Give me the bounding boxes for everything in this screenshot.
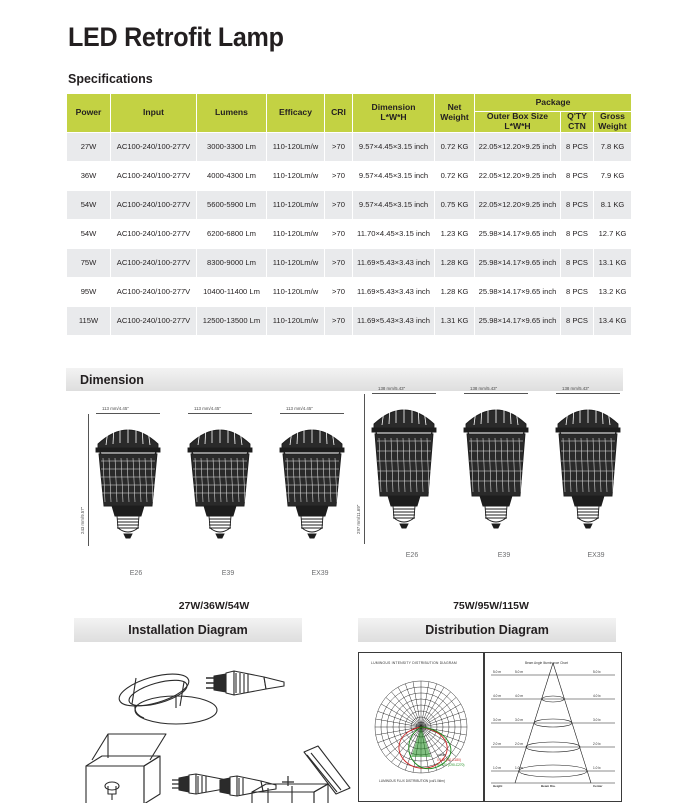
installation-illustration (72, 648, 358, 803)
cell-lumens: 6200-6800 Lm (197, 219, 267, 248)
cell-dimension: 11.69×5.43×3.43 inch (353, 248, 435, 277)
lamp-width-arrow (96, 413, 160, 414)
cell-input: AC100-240/100-277V (111, 306, 197, 335)
table-row (67, 277, 632, 306)
lamp-height-arrow (364, 394, 365, 544)
page-title: LED Retrofit Lamp (68, 22, 284, 52)
cell-gross-weight: 13.4 KG (594, 306, 632, 335)
lamp-base-label: E39 (497, 552, 511, 559)
lamp-illustration (86, 414, 170, 542)
cell-cri: >70 (325, 248, 353, 277)
lamp-width-arrow (188, 413, 252, 414)
lamp-base-label: EX39 (311, 570, 329, 577)
lamp-height-arrow (88, 414, 89, 546)
polar-diagram-footer: LUMINOUS FLUX DISTRIBUTION (cd/1.0klm) (379, 779, 445, 783)
table-body (67, 132, 632, 335)
distribution-section-header (358, 618, 616, 642)
svg-text:4.0 lx: 4.0 lx (593, 694, 601, 698)
col-power: Power (67, 94, 111, 133)
distribution-section-label: Distribution Diagram (425, 623, 549, 637)
lamp-width-dimension: 138 mm/5.43" (562, 386, 590, 391)
lamp-illustration (270, 414, 354, 542)
lamp-e39 (454, 386, 554, 594)
lamp-base-label: E26 (129, 570, 143, 577)
cell-lumens: 10400-11400 Lm (197, 277, 267, 306)
cell-input: AC100-240/100-277V (111, 277, 197, 306)
cell-gross-weight: 13.1 KG (594, 248, 632, 277)
col-qty-line1: Q'TY (567, 111, 587, 121)
lamp-height-dimension: 297 mm/11.69" (356, 504, 361, 534)
col-outer-box-line1: Outer Box Size (486, 111, 549, 121)
cell-dimension: 11.70×4.45×3.15 inch (353, 219, 435, 248)
cell-outer-box: 25.98×14.17×9.65 inch (475, 306, 561, 335)
cone-plot (485, 653, 621, 801)
cell-qty: 8 PCS (561, 277, 594, 306)
cell-net-weight: 1.31 KG (435, 306, 475, 335)
cone-diagram-box (484, 652, 622, 802)
cell-power: 27W (67, 132, 111, 161)
cell-cri: >70 (325, 190, 353, 219)
cell-lumens: 12500-13500 Lm (197, 306, 267, 335)
col-dimension-line2: L*W*H (380, 111, 407, 122)
dimension-section-header (66, 368, 623, 391)
table-row (67, 306, 632, 335)
specifications-table-wrap (66, 93, 627, 336)
dimension-drawings (66, 386, 623, 612)
specifications-table (66, 93, 632, 336)
cell-lumens: 8300-9000 Lm (197, 248, 267, 277)
cell-net-weight: 1.28 KG (435, 248, 475, 277)
lamp-group-large-caption: 75W/95W/115W (453, 600, 529, 612)
cell-cri: >70 (325, 132, 353, 161)
col-dimension (353, 94, 435, 133)
cell-net-weight: 0.72 KG (435, 161, 475, 190)
svg-text:5.0 m: 5.0 m (515, 670, 523, 674)
svg-text:1.0 m: 1.0 m (515, 766, 523, 770)
dimension-section-label: Dimension (80, 372, 144, 387)
col-gross-line1: Gross (600, 111, 625, 121)
table-row (67, 161, 632, 190)
cell-outer-box: 22.05×12.20×9.25 inch (475, 161, 561, 190)
cell-outer-box: 25.98×14.17×9.65 inch (475, 248, 561, 277)
cell-cri: >70 (325, 277, 353, 306)
cell-cri: >70 (325, 219, 353, 248)
cell-input: AC100-240/100-277V (111, 190, 197, 219)
lamp-width-dimension: 113 mm/4.45" (286, 406, 313, 411)
cell-lumens: 4000-4300 Lm (197, 161, 267, 190)
polar-diagram-box (358, 652, 484, 802)
lamp-e39 (178, 406, 278, 614)
lamp-width-arrow (280, 413, 344, 414)
cell-efficacy: 110-120Lm/w (267, 190, 325, 219)
lamp-width-arrow (556, 393, 620, 394)
lamp-height-dimension: 243 mm/9.57" (80, 506, 85, 534)
cell-gross-weight: 13.2 KG (594, 277, 632, 306)
cell-dimension: 11.69×5.43×3.43 inch (353, 306, 435, 335)
svg-text:3.0 m: 3.0 m (515, 718, 523, 722)
lamp-illustration (362, 394, 446, 544)
col-dimension-line1: Dimension (371, 102, 416, 112)
cell-qty: 8 PCS (561, 161, 594, 190)
cell-gross-weight: 7.9 KG (594, 161, 632, 190)
cell-dimension: 9.57×4.45×3.15 inch (353, 190, 435, 219)
cell-efficacy: 110-120Lm/w (267, 248, 325, 277)
cell-qty: 8 PCS (561, 306, 594, 335)
cell-net-weight: 1.28 KG (435, 277, 475, 306)
polar-legend-label: cd/klm (437, 753, 447, 757)
cell-efficacy: 110-120Lm/w (267, 306, 325, 335)
cell-qty: 8 PCS (561, 132, 594, 161)
cell-input: AC100-240/100-277V (111, 248, 197, 277)
installation-section-label: Installation Diagram (128, 623, 248, 637)
cell-input: AC100-240/100-277V (111, 219, 197, 248)
cell-qty: 8 PCS (561, 190, 594, 219)
col-net-weight (435, 94, 475, 133)
lamp-group-small-caption: 27W/36W/54W (178, 600, 250, 612)
lamp-width-dimension: 113 mm/4.45" (102, 406, 129, 411)
col-input: Input (111, 94, 197, 133)
svg-text:4.0 m: 4.0 m (515, 694, 523, 698)
lamp-width-dimension: 138 mm/5.43" (378, 386, 406, 391)
cell-dimension: 9.57×4.45×3.15 inch (353, 161, 435, 190)
cell-power: 75W (67, 248, 111, 277)
lamp-width-dimension: 113 mm/4.45" (194, 406, 221, 411)
table-header-row-1 (67, 94, 632, 112)
cell-net-weight: 1.23 KG (435, 219, 475, 248)
cell-lumens: 5600-5900 Lm (197, 190, 267, 219)
svg-text:1.0 lx: 1.0 lx (593, 766, 601, 770)
cell-efficacy: 110-120Lm/w (267, 161, 325, 190)
lamp-illustration (178, 414, 262, 542)
cell-qty: 8 PCS (561, 248, 594, 277)
installation-diagram (72, 648, 358, 803)
lamp-width-arrow (372, 393, 436, 394)
cell-net-weight: 0.72 KG (435, 132, 475, 161)
cell-cri: >70 (325, 161, 353, 190)
table-row (67, 132, 632, 161)
table-header (67, 94, 632, 133)
svg-text:5.0 m: 5.0 m (493, 670, 501, 674)
cell-gross-weight: 12.7 KG (594, 219, 632, 248)
table-row (67, 248, 632, 277)
col-net-line2: Weight (440, 111, 469, 122)
col-efficacy: Efficacy (267, 94, 325, 133)
cell-efficacy: 110-120Lm/w (267, 132, 325, 161)
table-row (67, 190, 632, 219)
cell-dimension: 9.57×4.45×3.15 inch (353, 132, 435, 161)
cell-outer-box: 25.98×14.17×9.65 inch (475, 277, 561, 306)
col-qty-line2: CTN (568, 120, 586, 131)
lamp-base-label: E39 (221, 570, 235, 577)
cell-input: AC100-240/100-277V (111, 132, 197, 161)
cone-footer-height: Height (493, 784, 503, 788)
lamp-illustration (454, 394, 538, 544)
cell-power: 54W (67, 190, 111, 219)
cell-efficacy: 110-120Lm/w (267, 219, 325, 248)
svg-text:5.0 lx: 5.0 lx (593, 670, 601, 674)
cell-dimension: 11.69×5.43×3.43 inch (353, 277, 435, 306)
col-net-line1: Net (447, 102, 462, 112)
cone-footer-beam: Beam Dia. (541, 784, 556, 788)
svg-text:3.0 m: 3.0 m (493, 718, 501, 722)
lamp-e26 (356, 386, 462, 594)
lamp-ex39 (546, 386, 646, 594)
cell-outer-box: 25.98×14.17×9.65 inch (475, 219, 561, 248)
table-row (67, 219, 632, 248)
col-gross-line2: Weight (598, 120, 627, 131)
cell-lumens: 3000-3300 Lm (197, 132, 267, 161)
cell-efficacy: 110-120Lm/w (267, 277, 325, 306)
specifications-heading: Specifications (68, 72, 153, 86)
cell-power: 115W (67, 306, 111, 335)
lamp-base-label: E26 (405, 552, 419, 559)
cone-diagram-title: Beam Angle Illuminance Chart (525, 661, 568, 665)
cell-qty: 8 PCS (561, 219, 594, 248)
svg-text:4.0 m: 4.0 m (493, 694, 501, 698)
col-gross-weight (594, 112, 632, 133)
polar-diagram-title: LUMINOUS INTENSITY DISTRIBUTION DIAGRAM (371, 661, 457, 665)
cell-outer-box: 22.05×12.20×9.25 inch (475, 190, 561, 219)
polar-legend-90-270: 90-270 (C90-C270) (437, 763, 465, 767)
cell-power: 54W (67, 219, 111, 248)
svg-text:2.0 m: 2.0 m (515, 742, 523, 746)
col-cri: CRI (325, 94, 353, 133)
lamp-base-label: EX39 (587, 552, 605, 559)
distribution-diagram (358, 648, 620, 803)
col-lumens: Lumens (197, 94, 267, 133)
lamp-width-dimension: 138 mm/5.43" (470, 386, 498, 391)
col-outer-box (475, 112, 561, 133)
lamp-ex39 (270, 406, 370, 614)
cone-footer-center: Center (593, 784, 603, 788)
col-qty (561, 112, 594, 133)
lamp-illustration (546, 394, 630, 544)
cell-net-weight: 0.75 KG (435, 190, 475, 219)
svg-text:3.0 lx: 3.0 lx (593, 718, 601, 722)
cell-gross-weight: 8.1 KG (594, 190, 632, 219)
col-outer-box-line2: L*W*H (504, 120, 531, 131)
svg-text:1.0 m: 1.0 m (493, 766, 501, 770)
cell-gross-weight: 7.8 KG (594, 132, 632, 161)
cell-power: 95W (67, 277, 111, 306)
lamp-width-arrow (464, 393, 528, 394)
cell-outer-box: 22.05×12.20×9.25 inch (475, 132, 561, 161)
cell-power: 36W (67, 161, 111, 190)
cell-cri: >70 (325, 306, 353, 335)
cell-input: AC100-240/100-277V (111, 161, 197, 190)
svg-text:2.0 lx: 2.0 lx (593, 742, 601, 746)
lamp-e26 (80, 406, 186, 614)
polar-legend-0-180: 0-180 (C0-C180) (437, 758, 461, 762)
col-package-group: Package (475, 94, 632, 112)
svg-text:2.0 m: 2.0 m (493, 742, 501, 746)
installation-section-header (74, 618, 302, 642)
